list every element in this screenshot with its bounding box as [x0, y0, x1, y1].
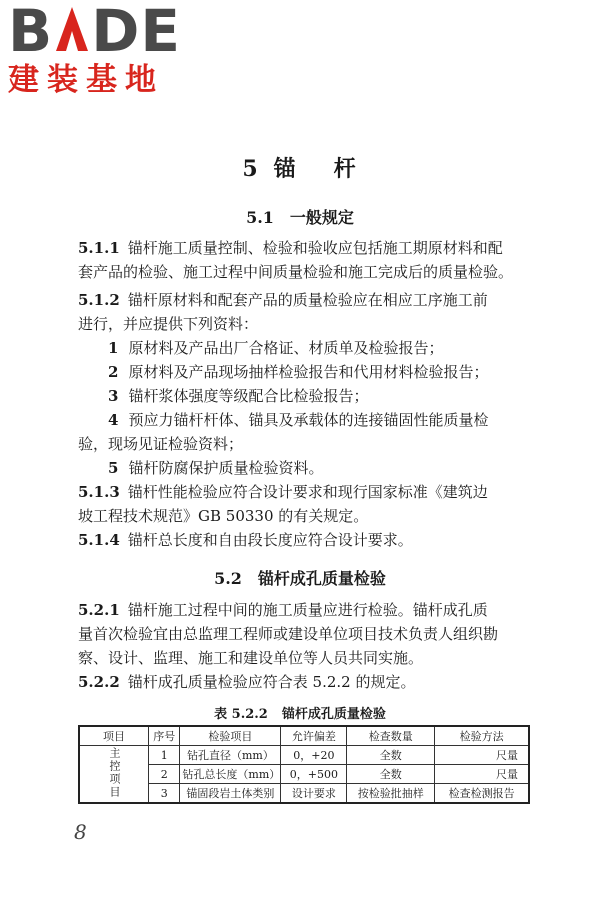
clause-text-line: 坡工程技术规范》GB 50330 的有关规定。	[78, 507, 369, 525]
table-cell: 尺量	[435, 746, 529, 765]
clause-5-1-4	[78, 528, 518, 552]
clause-text-line: 锚杆原材料和配套产品的质量检验应在相应工序施工前	[127, 291, 488, 309]
clause-number: 5.1.3	[78, 483, 120, 501]
table-row	[79, 746, 529, 765]
clause-5-2-1	[78, 598, 518, 670]
chapter-title-char-1: 锚	[273, 156, 298, 182]
list-item: 4 预应力锚杆杆体、锚具及承载体的连接锚固性能质量检	[108, 411, 489, 429]
list-item: 5 锚杆防腐保护质量检验资料。	[108, 459, 324, 477]
table-cell: 检查检测报告	[435, 784, 529, 804]
table-cell: 尺量	[435, 765, 529, 784]
table-caption	[0, 703, 600, 722]
table-cell: 1	[149, 746, 180, 765]
clause-number: 5.2.1	[78, 601, 120, 619]
list-item-continuation: 验，现场见证检验资料；	[78, 435, 244, 453]
clause-text-line: 锚杆施工过程中间的施工质量应进行检验。锚杆成孔质	[127, 601, 488, 619]
table-header-cell: 项目	[79, 726, 149, 746]
clause-number: 5.2.2	[78, 673, 120, 691]
clause-number: 5.1.4	[78, 531, 120, 549]
table-cell: 设计要求	[281, 784, 347, 804]
clause-number: 5.1.2	[78, 291, 120, 309]
clause-text-line: 锚杆性能检验应符合设计要求和现行国家标准《建筑边	[127, 483, 488, 501]
list-item: 2 原材料及产品现场抽样检验报告和代用材料检验报告；	[108, 363, 489, 381]
table-header-cell: 检验方法	[435, 726, 529, 746]
clause-text-line: 量首次检验宜由总监理工程师或建设单位项目技术负责人组织勘	[78, 625, 499, 643]
clause-5-1-1	[78, 236, 518, 284]
clause-text-line: 锚杆成孔质量检验应符合表 5.2.2 的规定。	[127, 673, 416, 691]
clause-text-line: 察、设计、监理、施工和建设单位等人员共同实施。	[78, 649, 424, 667]
table-cell: 全数	[347, 765, 435, 784]
list-item: 3 锚杆浆体强度等级配合比检验报告；	[108, 387, 369, 405]
section-5-1-title: 5.1 一般规定	[246, 208, 354, 227]
list-item: 1 原材料及产品出厂合格证、材质单及检验报告；	[108, 339, 444, 357]
section-5-2-title: 5.2 锚杆成孔质量检验	[214, 569, 386, 588]
clause-text-line: 套产品的检验、施工过程中间质量检验和施工完成后的质量检验。	[78, 263, 514, 281]
table-header-cell: 序号	[149, 726, 180, 746]
table-header-cell: 检查数量	[347, 726, 435, 746]
clause-number: 5.1.1	[78, 239, 120, 257]
table-cell: 钻孔总长度（mm）	[180, 765, 281, 784]
clause-5-2-2	[78, 670, 518, 694]
table-cell: 0，+500	[281, 765, 347, 784]
table-header-cell: 允许偏差	[281, 726, 347, 746]
logo-letter-b: B	[8, 0, 54, 65]
table-cell: 全数	[347, 746, 435, 765]
table-number: 表 5.2.2	[214, 707, 268, 722]
chapter-title	[0, 152, 600, 183]
table-cell: 钻孔直径（mm）	[180, 746, 281, 765]
table-cell: 3	[149, 784, 180, 804]
table-group-label: 主控项目	[79, 746, 149, 804]
table-header-cell: 检验项目	[180, 726, 281, 746]
clause-text-line: 锚杆总长度和自由段长度应符合设计要求。	[127, 531, 413, 549]
table-cell: 0，+20	[281, 746, 347, 765]
brand-logo	[8, 2, 181, 97]
table-cell: 按检验批抽样	[347, 784, 435, 804]
chapter-title-char-2: 杆	[333, 156, 358, 182]
logo-wordmark	[8, 0, 181, 65]
page-number: 8	[74, 820, 87, 844]
inspection-table	[78, 725, 530, 804]
table-header-row	[79, 726, 529, 746]
clause-5-1-2	[78, 288, 518, 336]
logo-a-mark	[54, 4, 90, 52]
logo-letters-de: DE	[91, 0, 181, 65]
clause-5-1-3	[78, 480, 518, 528]
table-cell: 2	[149, 765, 180, 784]
table-title-text: 锚杆成孔质量检验	[281, 707, 386, 722]
logo-subtitle: 建装基地	[8, 62, 164, 98]
clause-text-line: 锚杆施工质量控制、检验和验收应包括施工期原材料和配	[127, 239, 503, 257]
table-cell: 锚固段岩土体类别	[180, 784, 281, 804]
chapter-number: 5	[242, 156, 260, 182]
clause-text-line: 进行，并应提供下列资料：	[78, 315, 259, 333]
